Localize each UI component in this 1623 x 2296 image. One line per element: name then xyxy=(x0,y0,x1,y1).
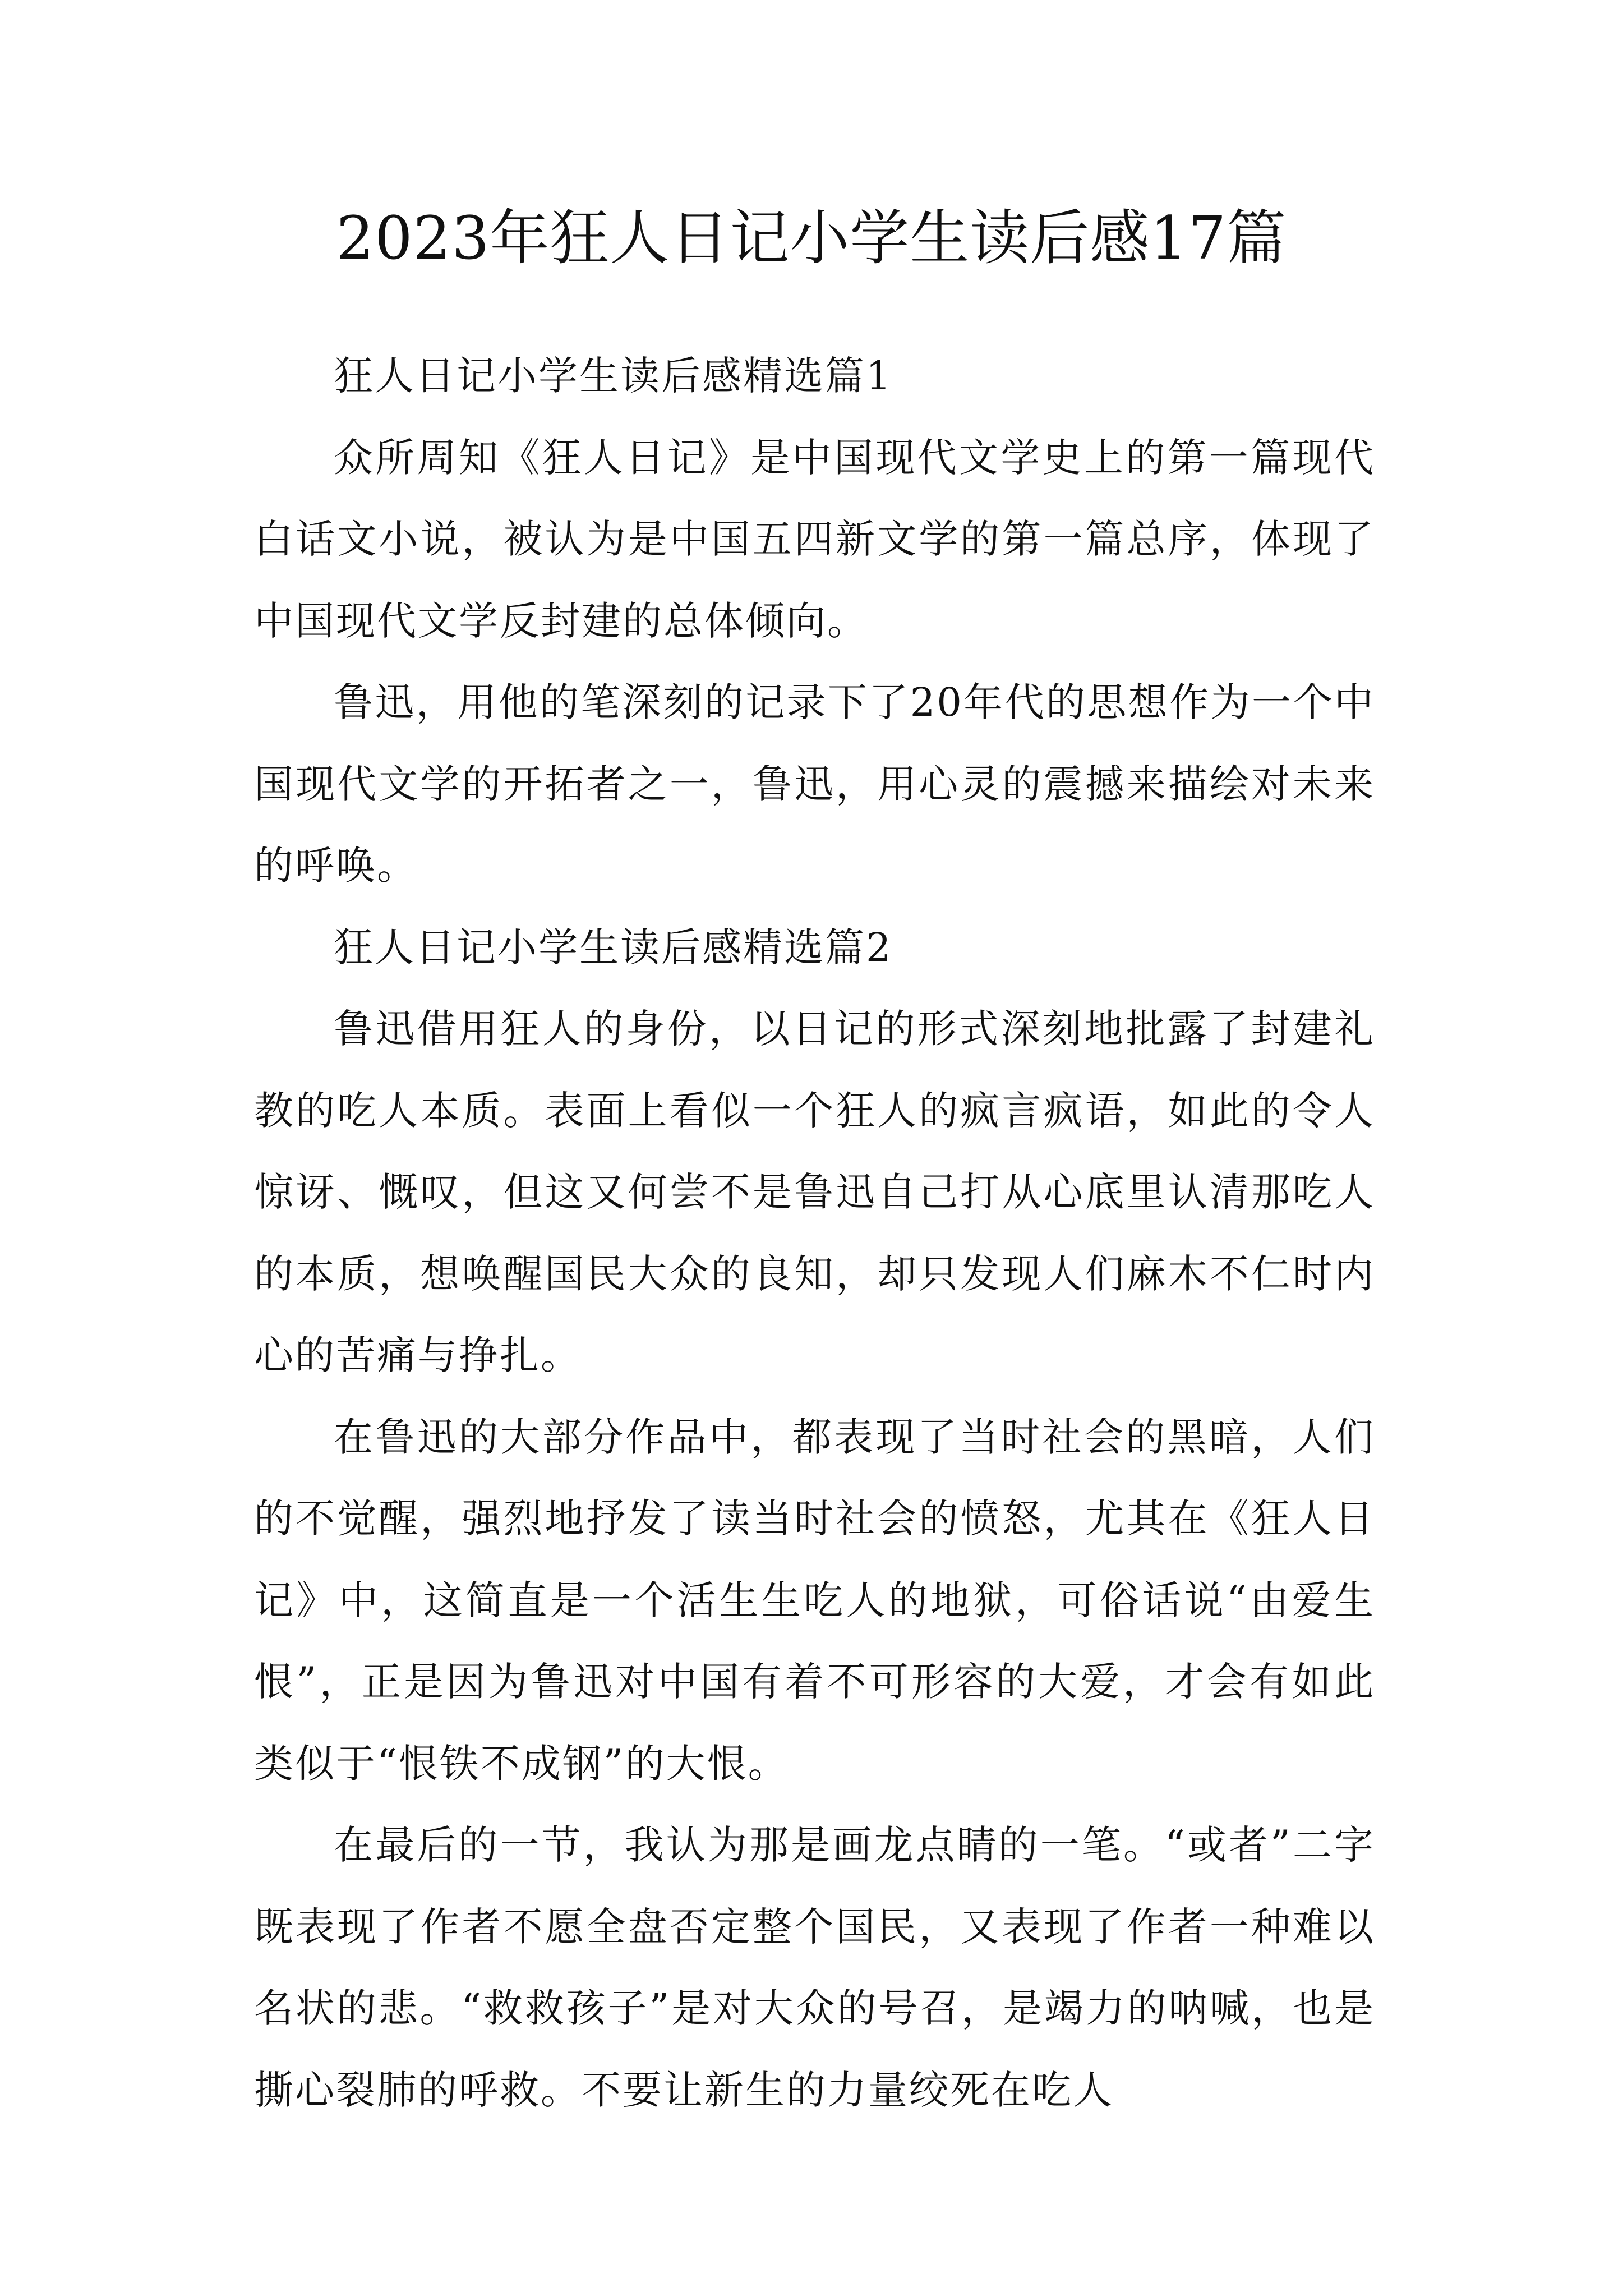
paragraph: 鲁迅，用他的笔深刻的记录下了20年代的思想作为一个中国现代文学的开拓者之一，鲁迅，用心灵的震撼来描绘对未来的呼唤。 xyxy=(254,679,1375,889)
paragraph: 众所周知《狂人日记》是中国现代文学史上的第一篇现代白话文小说，被认为是中国五四新文学的第一篇总序，体现了中国现代文学反封建的总体倾向。 xyxy=(254,434,1375,644)
section-heading-2: 狂人日记小学生读后感精选篇2 xyxy=(334,924,893,970)
paragraph: 在鲁迅的大部分作品中，都表现了当时社会的黑暗，人们的不觉醒，强烈地抒发了读当时社会的愤怒，尤其在《狂人日记》中，这简直是一个活生生吃人的地狱，可俗话说“由爱生恨”，正是因为鲁迅对中国有着不可形容的大爱，才会有如此类似于“恨铁不成钢”的大恨。 xyxy=(254,1414,1375,1787)
document-title: 2023年狂人日记小学生读后感17篇 xyxy=(336,204,1287,273)
document-body xyxy=(254,335,1375,2131)
section-heading-1: 狂人日记小学生读后感精选篇1 xyxy=(334,353,893,399)
paragraph: 鲁迅借用狂人的身份，以日记的形式深刻地批露了封建礼教的吃人本质。表面上看似一个狂人的疯言疯语，如此的令人惊讶、慨叹，但这又何尝不是鲁迅自己打从心底里认清那吃人的本质，想唤醒国民大众的良知，却只发现人们麻木不仁时内心的苦痛与挣扎。 xyxy=(254,1006,1375,1378)
paragraph: 在最后的一节，我认为那是画龙点睛的一笔。“或者”二字既表现了作者不愿全盘否定整个国民，又表现了作者一种难以名状的悲。“救救孩子”是对大众的号召，是竭力的呐喊，也是撕心裂肺的呼救。不要让新生的力量绞死在吃人 xyxy=(254,1822,1375,2113)
